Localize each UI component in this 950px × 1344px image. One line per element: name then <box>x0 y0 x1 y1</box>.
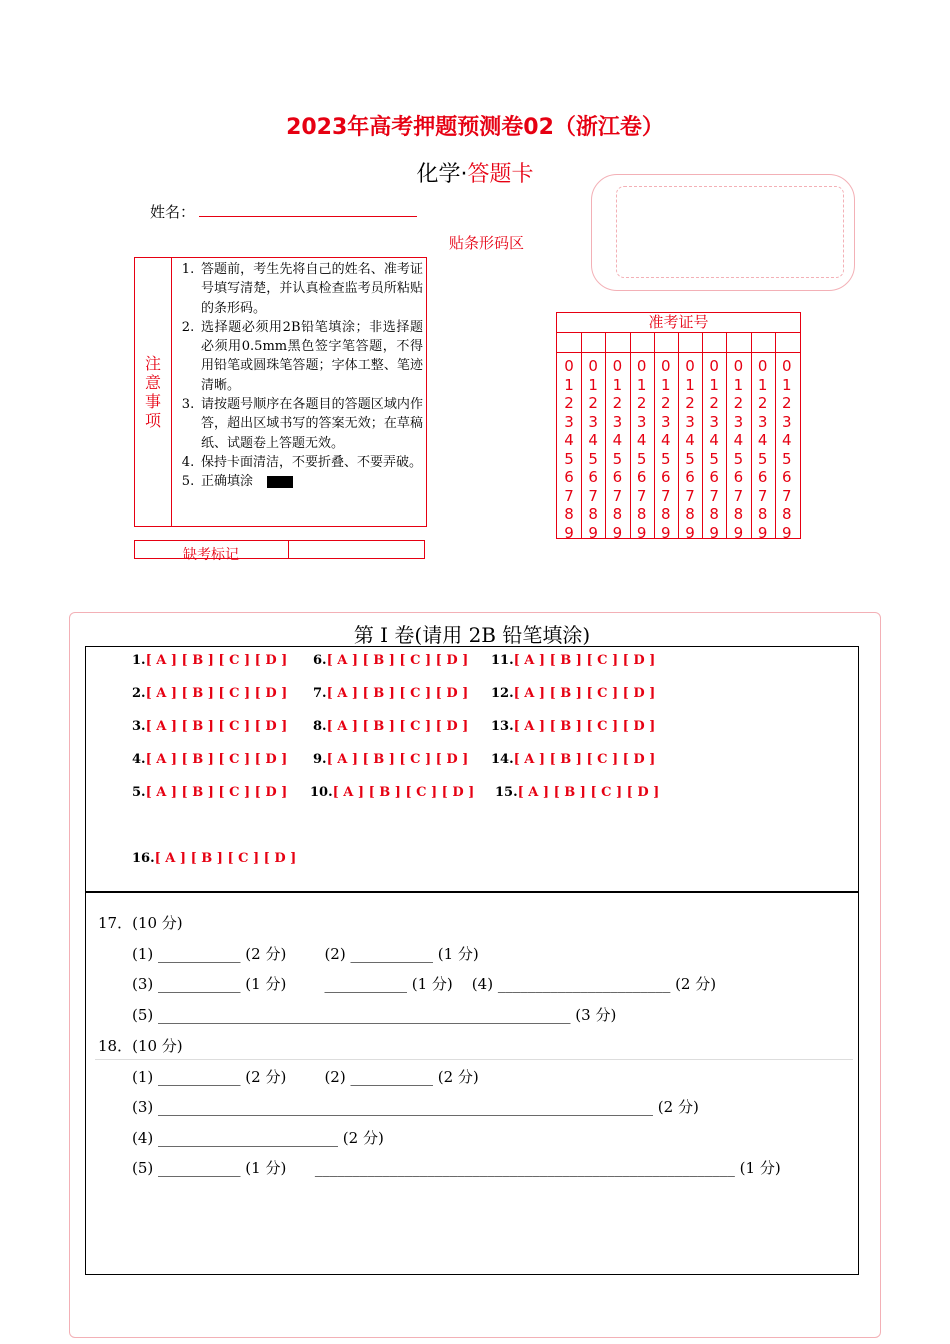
exam-id-digit[interactable]: 8 <box>757 505 768 523</box>
notice-box <box>134 257 427 527</box>
mc-number: 2. <box>132 686 146 701</box>
exam-id-digit[interactable]: 2 <box>588 394 598 412</box>
exam-id-digit[interactable]: 6 <box>733 468 744 486</box>
exam-id-digit[interactable]: 4 <box>636 431 647 449</box>
notice-heading <box>145 354 163 430</box>
notice-item <box>175 260 423 318</box>
exam-id-title: 准考证号 <box>557 313 800 333</box>
exam-id-digit[interactable]: 6 <box>661 468 671 486</box>
mc-number: 3. <box>132 719 146 734</box>
mc-number: 4. <box>132 752 146 767</box>
exam-id-digit[interactable]: 2 <box>636 394 647 412</box>
mc-question[interactable] <box>495 785 659 800</box>
notice-item-num: 1. <box>181 262 195 277</box>
q18-answer-line[interactable]: (3) __________________________________________________________________ (2 分) <box>132 1098 699 1116</box>
exam-id-digit[interactable]: 8 <box>588 505 598 523</box>
mc-number: 1. <box>132 653 146 668</box>
q18-answer-line[interactable]: (4) ________________________ (2 分) <box>132 1129 384 1147</box>
exam-id-digit[interactable]: 3 <box>685 412 695 431</box>
exam-id-digit[interactable]: 5 <box>709 449 719 468</box>
mc-number: 8. <box>313 719 327 734</box>
mc-options[interactable]: [ A ] [ B ] [ C ] [ D ] <box>326 686 469 701</box>
exam-id-digit[interactable]: 7 <box>636 486 647 505</box>
notice-item-num: 4. <box>181 454 195 470</box>
notice-item-num: 3. <box>181 397 195 413</box>
exam-id-digit[interactable]: 1 <box>709 375 719 394</box>
mc-options[interactable]: [ A ] [ B ] [ C ] [ D ] <box>145 752 288 767</box>
mc-number: 16. <box>132 851 155 866</box>
exam-id-digit[interactable]: 1 <box>636 375 647 394</box>
exam-id-digit[interactable]: 7 <box>564 486 574 505</box>
exam-id-digit[interactable]: 2 <box>709 394 719 412</box>
mc-options[interactable]: [ A ] [ B ] [ C ] [ D ] <box>513 752 656 767</box>
barcode-inner-box <box>616 186 844 278</box>
exam-id-digit[interactable]: 7 <box>588 486 598 505</box>
exam-id-digit[interactable]: 7 <box>661 486 671 505</box>
mc-options[interactable]: [ A ] [ B ] [ C ] [ D ] <box>513 686 656 701</box>
exam-id-digit[interactable]: 5 <box>612 449 623 468</box>
barcode-label: 贴条形码区 <box>449 234 525 252</box>
exam-id-digit[interactable]: 9 <box>612 523 623 542</box>
exam-id-digit[interactable]: 3 <box>636 412 647 431</box>
exam-id-digit[interactable]: 4 <box>564 431 574 449</box>
exam-id-digit[interactable]: 0 <box>709 357 719 375</box>
mc-options[interactable]: [ A ] [ B ] [ C ] [ D ] <box>513 653 656 668</box>
exam-id-digit[interactable]: 4 <box>709 431 719 449</box>
mc-question[interactable] <box>310 785 474 800</box>
exam-id-digit[interactable]: 9 <box>733 523 744 542</box>
exam-id-digit[interactable]: 6 <box>709 468 719 486</box>
exam-id-digit[interactable]: 6 <box>757 468 768 486</box>
exam-id-digit[interactable]: 4 <box>661 431 671 449</box>
mc-number: 13. <box>491 719 514 734</box>
exam-id-digit[interactable]: 7 <box>757 486 768 505</box>
exam-id-digit[interactable]: 9 <box>685 523 695 542</box>
exam-id-digit[interactable]: 5 <box>636 449 647 468</box>
exam-id-digit[interactable]: 1 <box>661 375 671 394</box>
exam-id-digit[interactable]: 6 <box>588 468 598 486</box>
mc-number: 15. <box>495 785 518 800</box>
notice-item-num: 5. <box>181 474 195 490</box>
mc-options[interactable]: [ A ] [ B ] [ C ] [ D ] <box>326 752 469 767</box>
exam-id-digit[interactable]: 3 <box>612 412 623 431</box>
notice-item <box>175 472 423 491</box>
mc-number: 6. <box>313 653 327 668</box>
mc-question[interactable] <box>132 785 287 800</box>
correct-fill-label: 正确填涂 <box>201 474 254 490</box>
exam-id-digit[interactable]: 4 <box>588 431 598 449</box>
exam-id-digit[interactable]: 2 <box>685 394 695 412</box>
exam-id-digit[interactable]: 0 <box>782 357 792 375</box>
exam-id-digit[interactable]: 8 <box>782 505 792 523</box>
mc-question[interactable] <box>491 719 655 734</box>
mc-number: 11. <box>491 653 514 668</box>
mc-question[interactable] <box>132 719 287 734</box>
notice-heading-char: 注 <box>145 354 162 373</box>
notice-item-num: 2. <box>181 319 195 335</box>
notice-heading-char: 意 <box>145 373 162 392</box>
section-1-title: 第 I 卷(请用 2B 铅笔填涂) <box>353 623 591 647</box>
exam-id-column-divider <box>557 333 776 538</box>
mc-question[interactable] <box>313 653 468 668</box>
mc-question[interactable] <box>491 653 655 668</box>
exam-id-digit[interactable]: 5 <box>685 449 695 468</box>
mc-number: 12. <box>491 686 514 701</box>
mc-question[interactable] <box>132 752 287 767</box>
q17-heading: 17．(10 分) <box>98 914 183 932</box>
exam-id-digit[interactable]: 2 <box>661 394 671 412</box>
absent-mark-label: 缺考标记 <box>183 547 239 563</box>
mc-number: 7. <box>313 686 327 701</box>
subject-label: 化学· <box>416 162 468 187</box>
exam-id-digit[interactable]: 4 <box>612 431 623 449</box>
mc-question[interactable] <box>313 719 468 734</box>
exam-id-digit[interactable]: 7 <box>782 486 792 505</box>
mc-options[interactable]: [ A ] [ B ] [ C ] [ D ] <box>332 785 475 800</box>
exam-id-digit[interactable]: 3 <box>782 412 792 431</box>
exam-id-digit[interactable]: 6 <box>612 468 623 486</box>
exam-id-digit[interactable]: 3 <box>564 412 574 431</box>
notice-item <box>175 453 423 472</box>
notice-item-text: 保持卡面清洁，不要折叠、不要弄破。 <box>201 454 423 470</box>
exam-id-digit[interactable]: 1 <box>612 375 623 394</box>
mc-question[interactable] <box>491 752 655 767</box>
exam-id-grid <box>556 312 801 542</box>
exam-id-digit[interactable]: 8 <box>636 505 647 523</box>
notice-heading-cell <box>135 258 172 526</box>
exam-id-digit[interactable]: 7 <box>612 486 623 505</box>
mc-question[interactable] <box>313 752 468 767</box>
exam-id-digit[interactable]: 5 <box>733 449 744 468</box>
exam-id-digit[interactable]: 5 <box>757 449 768 468</box>
notice-heading-char: 事 <box>145 392 162 411</box>
mc-options[interactable]: [ A ] [ B ] [ C ] [ D ] <box>145 653 288 668</box>
exam-id-digit[interactable]: 9 <box>661 523 671 542</box>
notice-item-text: 选择题必须用2B铅笔填涂；非选择题必须用0.5mm黑色签字笔答题，不得用铅笔或圆珠笔答题；字体工整、笔迹清晰。 <box>201 319 423 393</box>
exam-id-digit[interactable]: 7 <box>685 486 695 505</box>
mc-number: 9. <box>313 752 327 767</box>
mc-question[interactable] <box>132 686 287 701</box>
notice-heading-char: 项 <box>145 411 162 430</box>
q17-answer-line[interactable]: (3) ___________ (1 分) ___________ (1 分) (4) _______________________ (2 分) <box>132 975 717 993</box>
notice-item-text: 请按题号顺序在各题目的答题区域内作答，超出区域书写的答案无效；在草稿纸、试题卷上答题无效。 <box>201 397 423 451</box>
exam-id-digit[interactable]: 9 <box>782 523 792 542</box>
exam-id-digit[interactable]: 8 <box>709 505 719 523</box>
exam-id-digit[interactable]: 3 <box>661 412 671 431</box>
absent-divider <box>288 541 289 558</box>
exam-id-digit[interactable]: 7 <box>733 486 744 505</box>
exam-id-digit[interactable]: 5 <box>564 449 574 468</box>
exam-id-digit[interactable]: 3 <box>757 412 768 431</box>
exam-id-digit[interactable]: 8 <box>733 505 744 523</box>
card-label: 答题卡 <box>467 162 534 187</box>
exam-id-digit[interactable]: 2 <box>564 394 574 412</box>
exam-id-digit[interactable]: 1 <box>782 375 792 394</box>
multiple-choice-box <box>85 646 859 893</box>
notice-item <box>175 318 423 395</box>
notice-item-text <box>201 472 423 491</box>
mc-options[interactable]: [ A ] [ B ] [ C ] [ D ] <box>513 719 656 734</box>
exam-id-digit[interactable]: 8 <box>661 505 671 523</box>
exam-id-digit[interactable]: 9 <box>588 523 598 542</box>
page-title: 2023年高考押题预测卷02（浙江卷） <box>286 115 664 140</box>
mc-options[interactable]: [ A ] [ B ] [ C ] [ D ] <box>145 719 288 734</box>
exam-id-digit[interactable]: 0 <box>636 357 647 375</box>
exam-id-digit[interactable]: 5 <box>661 449 671 468</box>
exam-id-digit[interactable]: 3 <box>588 412 598 431</box>
exam-id-digit[interactable]: 6 <box>564 468 574 486</box>
exam-id-digit[interactable]: 0 <box>757 357 768 375</box>
q18-answer-line[interactable]: (1) ___________ (2 分) (2) ___________ (2 分) <box>132 1068 479 1086</box>
mc-number: 14. <box>491 752 514 767</box>
mc-number: 5. <box>132 785 146 800</box>
mc-options[interactable]: [ A ] [ B ] [ C ] [ D ] <box>145 785 288 800</box>
exam-id-digit[interactable]: 1 <box>564 375 574 394</box>
exam-id-digit[interactable]: 0 <box>564 357 574 375</box>
exam-id-digit[interactable]: 5 <box>782 449 792 468</box>
mc-options[interactable]: [ A ] [ B ] [ C ] [ D ] <box>326 653 469 668</box>
mc-question[interactable] <box>313 686 468 701</box>
exam-id-digit[interactable]: 8 <box>564 505 574 523</box>
exam-id-digit[interactable]: 0 <box>733 357 744 375</box>
exam-id-digit-column[interactable] <box>751 357 775 542</box>
filled-bubble-example <box>267 476 293 488</box>
exam-id-digit[interactable]: 2 <box>733 394 744 412</box>
exam-id-digit[interactable]: 9 <box>636 523 647 542</box>
exam-id-digit[interactable]: 2 <box>757 394 768 412</box>
question-separator <box>95 1059 853 1060</box>
exam-id-digit[interactable]: 2 <box>782 394 792 412</box>
exam-id-digit[interactable]: 9 <box>709 523 719 542</box>
exam-id-digit[interactable]: 8 <box>685 505 695 523</box>
mc-options[interactable]: [ A ] [ B ] [ C ] [ D ] <box>154 851 297 866</box>
mc-options[interactable]: [ A ] [ B ] [ C ] [ D ] <box>326 719 469 734</box>
notice-list <box>175 260 423 492</box>
mc-question[interactable] <box>491 686 655 701</box>
exam-id-digit-column[interactable] <box>775 357 799 542</box>
mc-options[interactable]: [ A ] [ B ] [ C ] [ D ] <box>145 686 288 701</box>
name-field[interactable] <box>199 216 417 217</box>
exam-id-digit[interactable]: 1 <box>733 375 744 394</box>
exam-id-digit[interactable]: 1 <box>685 375 695 394</box>
exam-id-digit[interactable]: 6 <box>782 468 792 486</box>
exam-id-digit[interactable]: 6 <box>636 468 647 486</box>
name-label: 姓名： <box>150 203 196 221</box>
q18-heading: 18．(10 分) <box>98 1037 183 1055</box>
exam-id-digit[interactable]: 5 <box>588 449 598 468</box>
mc-options[interactable]: [ A ] [ B ] [ C ] [ D ] <box>517 785 660 800</box>
q17-answer-line[interactable]: (5) _______________________________________________________ (3 分) <box>132 1006 617 1024</box>
exam-id-digit[interactable]: 9 <box>564 523 574 542</box>
exam-id-digit[interactable]: 3 <box>709 412 719 431</box>
absent-mark-box <box>134 540 425 563</box>
exam-id-digit[interactable]: 4 <box>733 431 744 449</box>
mc-question[interactable] <box>132 851 296 866</box>
exam-id-digit[interactable]: 4 <box>685 431 695 449</box>
notice-item-text: 答题前，考生先将自己的姓名、准考证号填写清楚，并认真检查监考员所粘贴的条形码。 <box>201 262 423 316</box>
exam-id-digit[interactable]: 4 <box>757 431 768 449</box>
exam-id-digit[interactable]: 4 <box>782 431 792 449</box>
exam-id-digit[interactable]: 0 <box>612 357 623 375</box>
q18-answer-line[interactable]: (5) ___________ (1 分) ________________________________________________________ (1 分) <box>132 1159 781 1177</box>
notice-item <box>175 395 423 453</box>
exam-id-digit[interactable]: 1 <box>757 375 768 394</box>
exam-id-digit[interactable]: 3 <box>733 412 744 431</box>
exam-id-digit[interactable]: 0 <box>588 357 598 375</box>
mc-number: 10. <box>310 785 333 800</box>
exam-id-digit[interactable]: 0 <box>661 357 671 375</box>
exam-id-digit[interactable]: 2 <box>612 394 623 412</box>
exam-id-digit[interactable]: 9 <box>757 523 768 542</box>
exam-id-digit[interactable]: 1 <box>588 375 598 394</box>
q17-answer-line[interactable]: (1) ___________ (2 分) (2) ___________ (1 分) <box>132 945 479 963</box>
mc-question[interactable] <box>132 653 287 668</box>
exam-id-digit[interactable]: 8 <box>612 505 623 523</box>
exam-id-digit[interactable]: 0 <box>685 357 695 375</box>
exam-id-digit[interactable]: 6 <box>685 468 695 486</box>
exam-id-digit[interactable]: 7 <box>709 486 719 505</box>
